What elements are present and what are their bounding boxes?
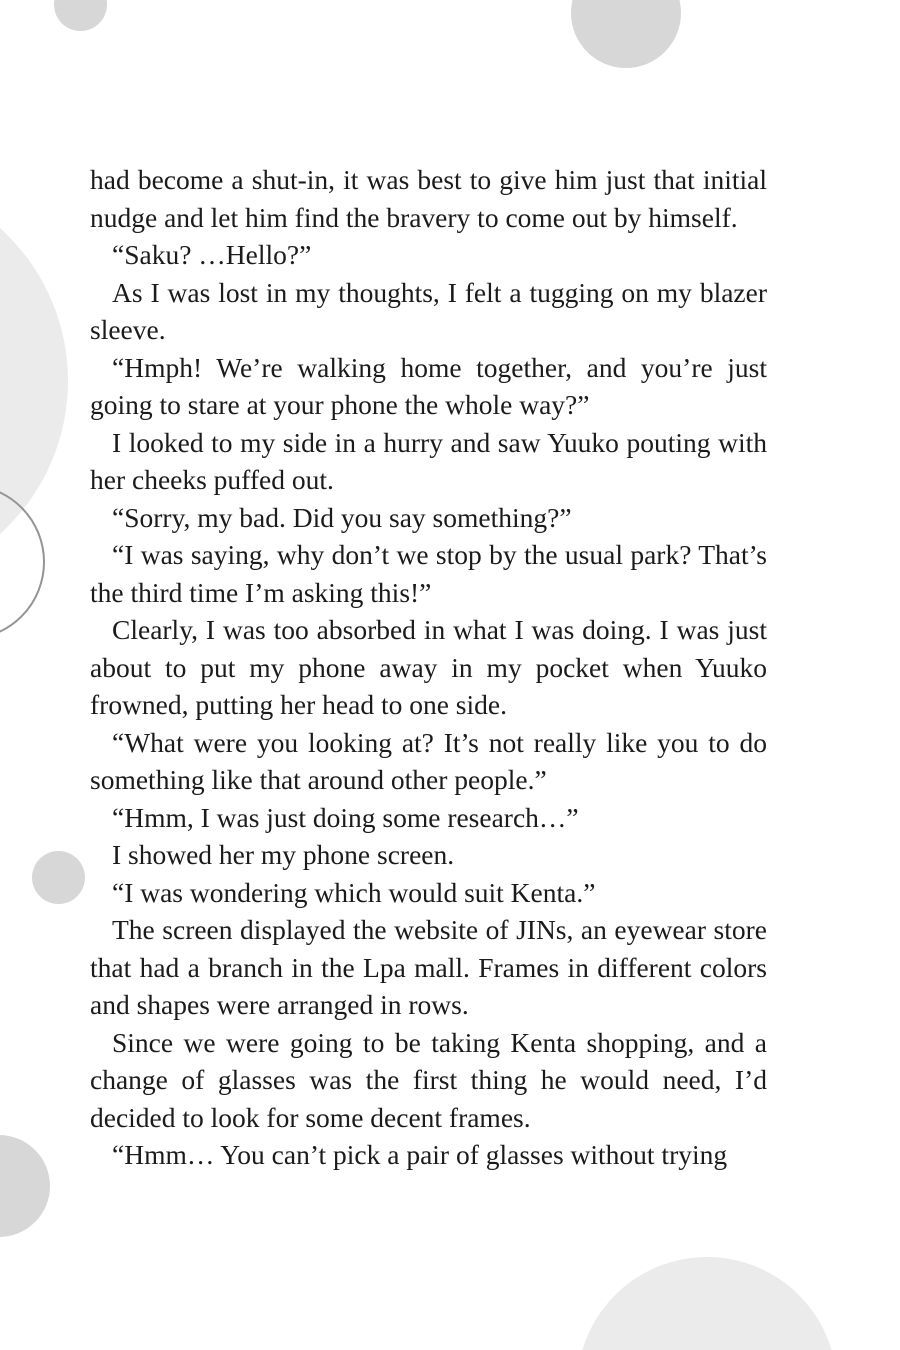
paragraph: had become a shut-in, it was best to give him just that initial nudge and let him find the bravery to come out by himself. bbox=[90, 164, 767, 233]
decorative-circle-bottom-right bbox=[577, 1257, 837, 1350]
paragraph: The screen displayed the website of JINs, an eyewear store that had a branch in the Lpa mall. Frames in different colors and shapes were arranged in rows. bbox=[90, 914, 767, 1020]
decorative-circle-left-outline bbox=[0, 484, 45, 640]
decorative-circle-top-right bbox=[571, 0, 681, 68]
paragraph: “Hmph! We’re walking home together, and you’re just going to stare at your phone the whole way?” bbox=[90, 351, 767, 420]
paragraph: “Hmm, I was just doing some research…” bbox=[112, 801, 579, 833]
paragraph: “What were you looking at? It’s not really like you to do something like that around other people.” bbox=[90, 726, 767, 795]
paragraph: Clearly, I was too absorbed in what I was doing. I was just about to put my phone away in my pocket when Yuuko frowned, putting her head to one side. bbox=[90, 614, 767, 720]
paragraph: “I was wondering which would suit Kenta.” bbox=[112, 876, 596, 908]
paragraph: “Sorry, my bad. Did you say something?” bbox=[112, 501, 572, 533]
decorative-circle-top-left bbox=[54, 0, 107, 31]
decorative-circle-left-small bbox=[32, 851, 85, 904]
paragraph: “I was saying, why don’t we stop by the usual park? That’s the third time I’m asking this!” bbox=[90, 539, 767, 608]
paragraph: I showed her my phone screen. bbox=[112, 839, 455, 870]
paragraph: Since we were going to be taking Kenta shopping, and a change of glasses was the first thing he would need, I’d decided to look for some decent frames. bbox=[90, 1026, 767, 1133]
paragraph: “Hmm… You can’t pick a pair of glasses without trying bbox=[112, 1139, 728, 1170]
decorative-circle-bottom-left bbox=[0, 1135, 50, 1237]
paragraph: I looked to my side in a hurry and saw Yuuko pouting with her cheeks puffed out. bbox=[90, 426, 767, 495]
book-text-block bbox=[90, 161, 767, 1174]
paragraph: As I was lost in my thoughts, I felt a tugging on my blazer sleeve. bbox=[90, 276, 767, 345]
paragraph: “Saku? …Hello?” bbox=[112, 239, 312, 270]
